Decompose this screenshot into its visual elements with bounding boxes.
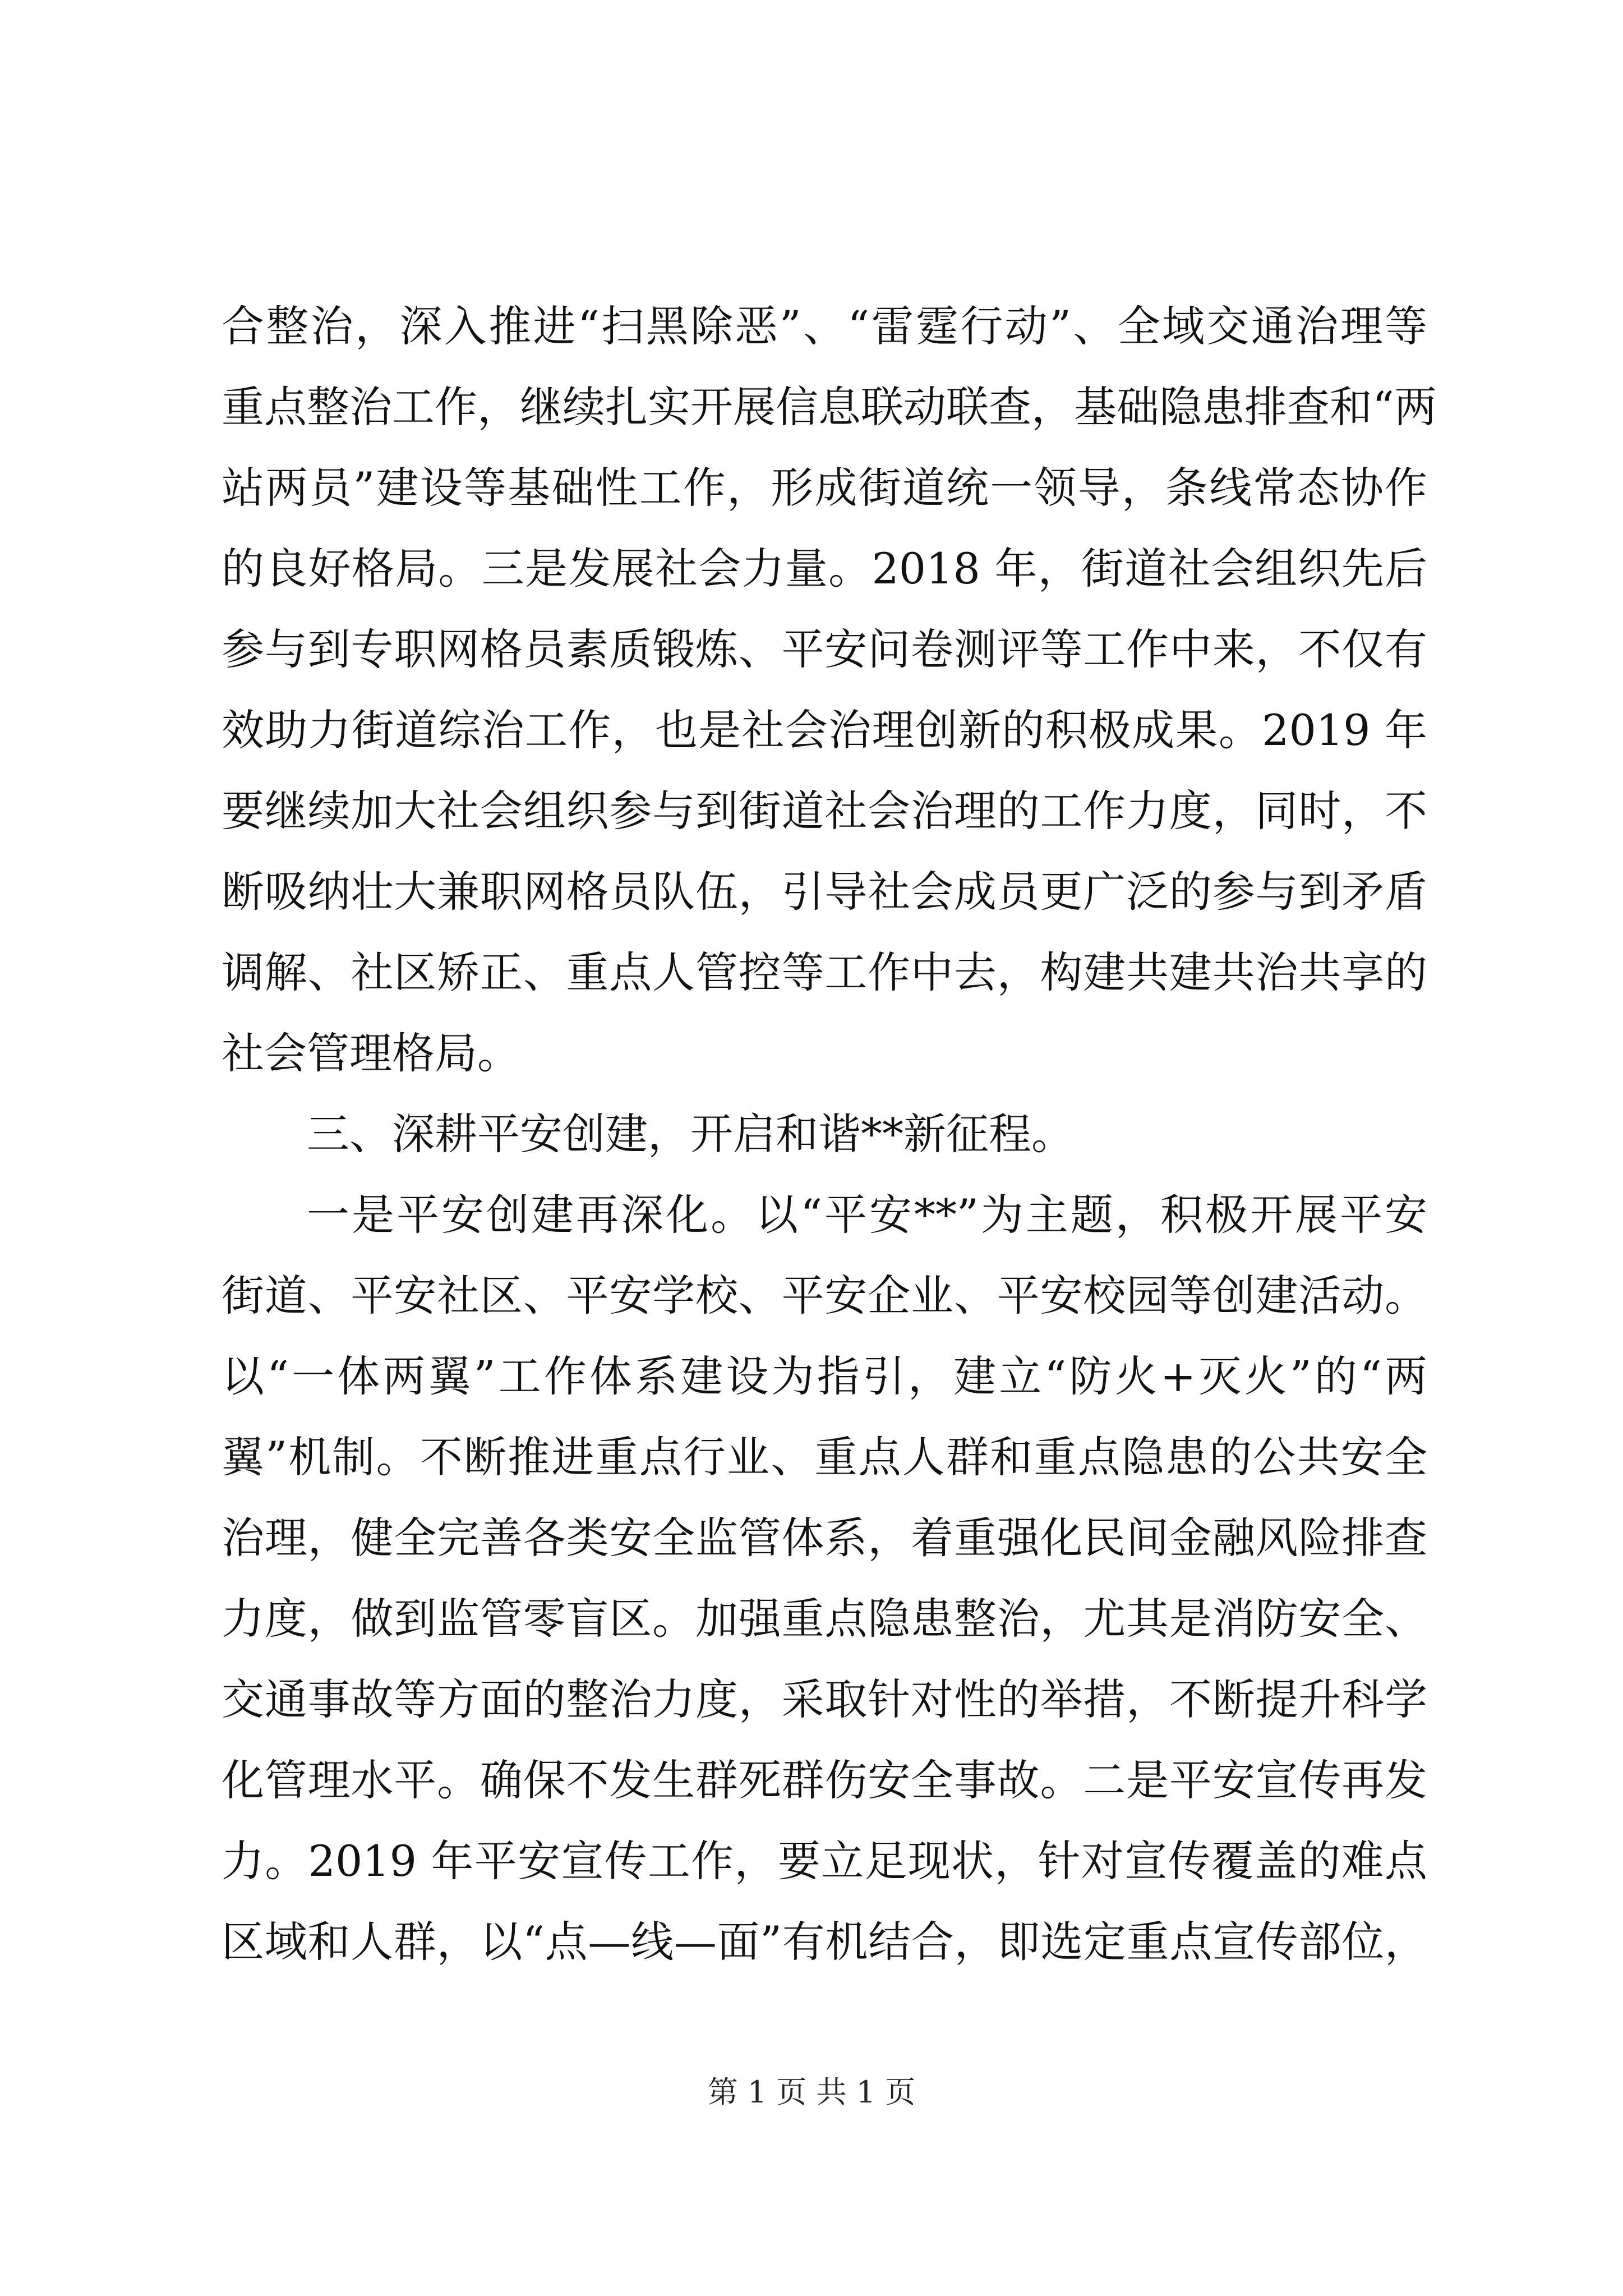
text-line: 站两员”建设等基础性工作，形成街道统一领导，条线常态协作 [222, 463, 1427, 513]
paragraph [222, 286, 1437, 1094]
text-line: 断吸纳壮大兼职网格员队伍，引导社会成员更广泛的参与到矛盾 [222, 867, 1427, 917]
text-line: 治理，健全完善各类安全监管体系，着重强化民间金融风险排查 [222, 1513, 1427, 1563]
text-line: 交通事故等方面的整治力度，采取针对性的举措，不断提升科学 [222, 1674, 1427, 1724]
text-line: 以“一体两翼”工作体系建设为指引，建立“防火+灭火”的“两 [222, 1351, 1427, 1401]
text-line: 街道、平安社区、平安学校、平安企业、平安校园等创建活动。 [222, 1271, 1427, 1320]
text-line: 重点整治工作，继续扎实开展信息联动联查，基础隐患排查和“两 [222, 382, 1437, 432]
document-body [222, 286, 1437, 1982]
text-line: 翼”机制。不断推进重点行业、重点人群和重点隐患的公共安全 [222, 1432, 1427, 1482]
text-line: 力度，做到监管零盲区。加强重点隐患整治，尤其是消防安全、 [222, 1594, 1427, 1644]
text-line: 调解、社区矫正、重点人管控等工作中去，构建共建共治共享的 [222, 947, 1427, 997]
text-line: 一是平安创建再深化。以“平安**”为主题，积极开展平安 [307, 1190, 1427, 1240]
text-line: 合整治，深入推进“扫黑除恶”、“雷霆行动”、全域交通治理等 [222, 301, 1427, 351]
paragraph [222, 1175, 1427, 1982]
text-line: 区域和人群，以“点—线—面”有机结合，即选定重点宣传部位， [222, 1917, 1427, 1967]
heading-line: 三、深耕平安创建，开启和谐**新征程。 [307, 1109, 1074, 1159]
text-line: 的良好格局。三是发展社会力量。2018 年，街道社会组织先后 [222, 544, 1427, 593]
page-footer: 第 1 页 共 1 页 [707, 2074, 916, 2110]
text-line: 参与到专职网格员素质锻炼、平安问卷测评等工作中来，不仅有 [222, 624, 1427, 674]
section-heading [222, 1094, 1427, 1175]
text-line: 效助力街道综治工作，也是社会治理创新的积极成果。2019 年 [222, 705, 1427, 755]
text-line: 化管理水平。确保不发生群死群伤安全事故。二是平安宣传再发 [222, 1755, 1427, 1805]
text-line: 力。2019 年平安宣传工作，要立足现状，针对宣传覆盖的难点 [222, 1836, 1427, 1886]
text-line: 要继续加大社会组织参与到街道社会治理的工作力度，同时，不 [222, 786, 1427, 836]
text-line: 社会管理格局。 [222, 1028, 520, 1078]
